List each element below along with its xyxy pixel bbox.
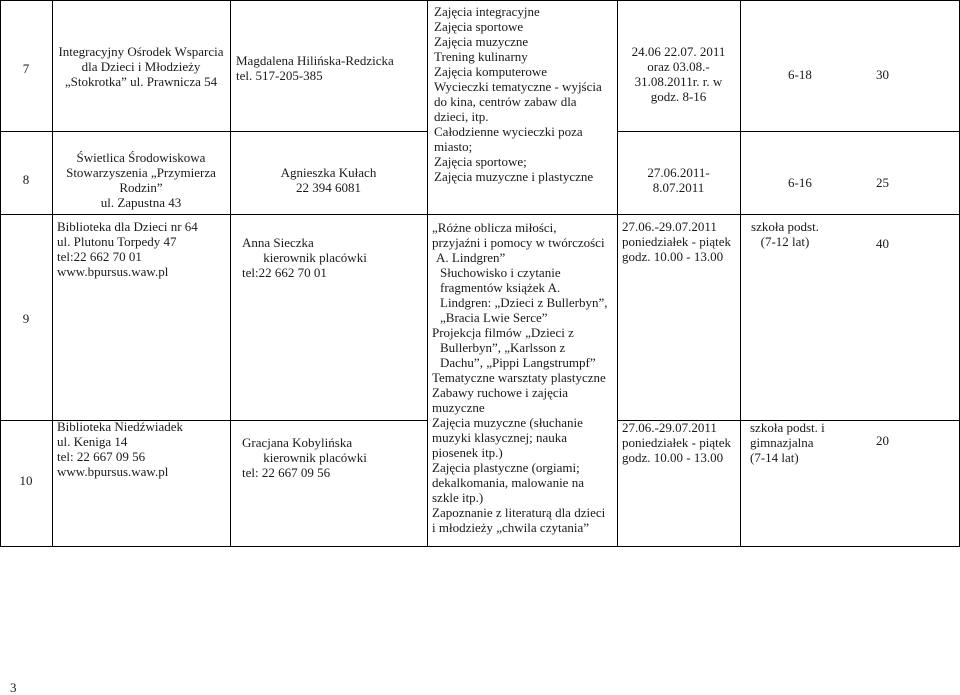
row-10-institution: Biblioteka Niedźwiadek ul. Keniga 14 tel: 22 667 09 56 www.bpursus.waw.pl (57, 419, 183, 479)
row-divider-8-9 (0, 214, 960, 215)
col-border-5 (740, 0, 741, 547)
row-8-count: 25 (876, 175, 889, 190)
row-9-institution: Biblioteka dla Dzieci nr 64 ul. Plutonu Torpedy 47 tel:22 662 70 01 www.bpursus.waw.pl (57, 219, 198, 279)
row-10-age: szkoła podst. i gimnazjalna (7-14 lat) (750, 420, 825, 465)
row-9-number: 9 (22, 311, 30, 326)
row-10-number: 10 (19, 473, 33, 488)
activities-list-rows-9-10: „Różne oblicza miłości, przyjaźni i pomocy w twórczości A. Lindgren” Słuchowisko i czytanie fragmentów książek A. Lindgren: „Dzieci z Bullerbyn”, „Bracia Lwie Serce” Projekcja filmów „Dzieci z Bullerbyn”, „Karlsson z Dachu”, „Pippi Langstrumpf” Tematyczne warsztaty plastyczne Zabawy ruchowe i zajęcia muzyczne Zajęcia muzyczne (słuchanie muzyki klasycznej; nauka piosenek itp.) Zajęcia plastyczne (orgiami; dekalkomania, malowanie na szkle itp.) Zapoznanie z literaturą dla dzieci i młodzieży „chwila czytania” (432, 220, 608, 535)
row-8-age: 6-16 (788, 175, 812, 190)
table-top-border (0, 0, 960, 1)
table-bottom-border (0, 546, 960, 547)
row-8-number: 8 (22, 172, 30, 187)
row-10-contact: Gracjana Kobylińska kierownik placówki tel: 22 667 09 56 (242, 435, 367, 480)
row-7-contact: Magdalena Hilińska-Redzicka tel. 517-205-385 (236, 53, 394, 83)
page-number: 3 (10, 680, 17, 695)
row-divider-7-8 (0, 131, 427, 132)
row-8-institution: Świetlica Środowiskowa Stowarzyszenia „Przymierza Rodzin” ul. Zapustna 43 (66, 150, 216, 210)
row-9-contact: Anna Sieczka kierownik placówki tel:22 662 70 01 (242, 235, 367, 280)
row-9-age: szkoła podst. (7-12 lat) (751, 219, 819, 249)
row-7-date: 24.06 22.07. 2011 oraz 03.08.- 31.08.2011r. r. w godz. 8-16 (631, 44, 726, 104)
row-8-date: 27.06.2011- 8.07.2011 (647, 165, 710, 195)
row-9-date: 27.06.-29.07.2011 poniedziałek - piątek godz. 10.00 - 13.00 (622, 219, 732, 264)
row-divider-7-8-right (617, 131, 960, 132)
row-10-date: 27.06.-29.07.2011 poniedziałek - piątek godz. 10.00 - 13.00 (622, 420, 732, 465)
row-7-institution: Integracyjny Ośrodek Wsparcia dla Dzieci i Młodzieży „Stokrotka” ul. Prawnicza 54 (58, 44, 224, 89)
activities-list-rows-7-8: Zajęcia integracyjne Zajęcia sportowe Zajęcia muzyczne Trening kulinarny Zajęcia komputerowe Wycieczki tematyczne - wyjścia do kina, centrów zabaw dla dzieci, itp. Całodzienne wycieczki poza miasto; Zajęcia sportowe; Zajęcia muzyczne i plastyczne (434, 4, 602, 184)
row-8-contact: Agnieszka Kułach 22 394 6081 (280, 165, 377, 195)
col-border-0 (0, 0, 1, 547)
row-7-number: 7 (22, 61, 30, 76)
col-border-3 (427, 0, 428, 547)
row-7-age: 6-18 (788, 67, 812, 82)
row-7-count: 30 (876, 67, 889, 82)
row-9-count: 40 (876, 236, 889, 251)
row-10-count: 20 (876, 433, 889, 448)
